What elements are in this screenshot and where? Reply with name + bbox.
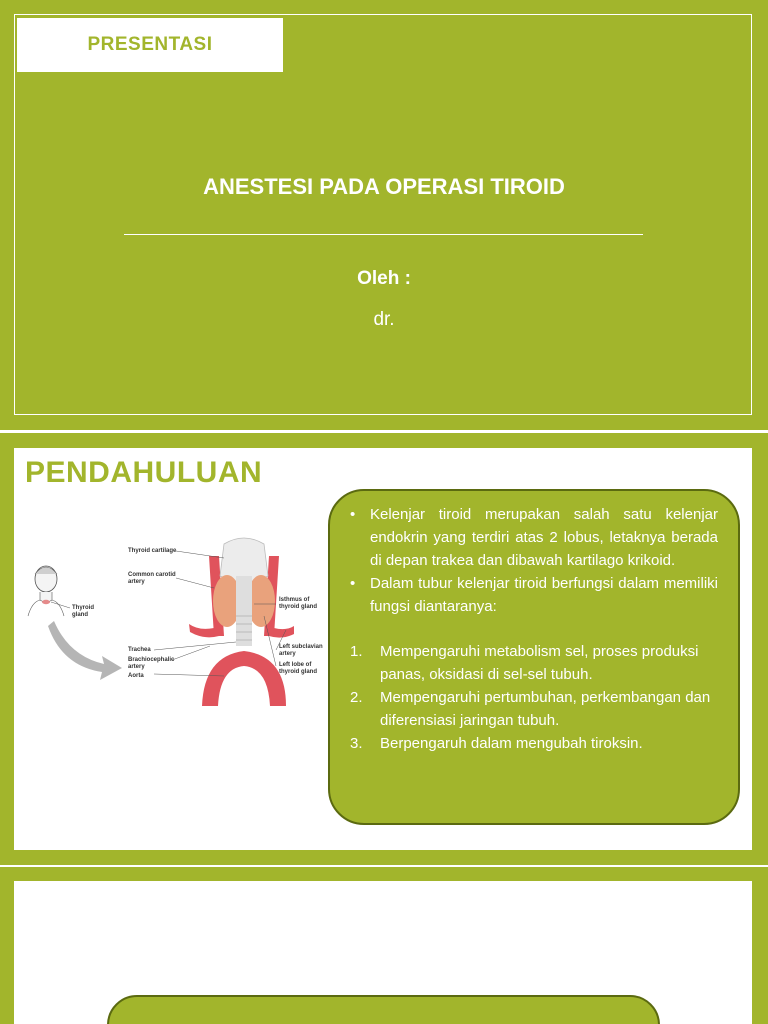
list-item: • Kelenjar tiroid merupakan salah satu kelenjar endokrin yang terdiri atas 2 lobus, letaknya berada di depan trakea dan dibawah kartilago krikoid. [350, 503, 718, 572]
label-isthmus: Isthmus of [279, 597, 310, 603]
slide-heading: PENDAHULUAN [25, 456, 263, 489]
slide-panel [14, 448, 752, 850]
slide-frame [14, 14, 752, 415]
list-item: • Dalam tubur kelenjar tiroid berfungsi dalam memiliki fungsi diantaranya: [350, 572, 718, 618]
label-left-lobe-2: thyroid gland [279, 669, 317, 675]
label-left-subclavian: Left subclavian [279, 644, 323, 650]
arrow-icon [48, 621, 122, 680]
label-left-lobe: Left lobe of [279, 662, 312, 668]
content-box [328, 489, 740, 825]
label-left-subclavian-2: artery [279, 651, 296, 657]
label-aorta: Aorta [128, 673, 144, 679]
author-label: Oleh : [357, 268, 411, 289]
slide-title [0, 0, 768, 430]
label-brachiocephalic-2: artery [128, 664, 145, 670]
person-head-icon [28, 566, 64, 616]
bullet-icon: • [350, 575, 356, 592]
thyroid-illustration [189, 538, 294, 706]
label-common-carotid-2: artery [128, 579, 145, 585]
thyroid-anatomy-figure [24, 516, 324, 716]
label-common-carotid: Common carotid [128, 572, 176, 578]
list-item: 1. Mempengaruhi metabolism sel, proses produksi panas, oksidasi di sel-sel tubuh. [350, 643, 699, 683]
bullet-icon: • [350, 506, 356, 523]
list-item: 2. Mempengaruhi pertumbuhan, perkembangan dan diferensiasi jaringan tubuh. [350, 689, 711, 729]
label-trachea: Trachea [128, 647, 151, 653]
presentation-title: ANESTESI PADA OPERASI TIROID [203, 174, 565, 199]
content-box [107, 995, 660, 1024]
author-name: dr. [373, 309, 395, 330]
slide-next [0, 867, 768, 1024]
slide-panel [14, 881, 752, 1024]
title-divider [124, 234, 643, 235]
slide-introduction [0, 433, 768, 865]
presentation-tag [17, 18, 283, 72]
label-brachiocephalic: Brachiocephalic [128, 657, 175, 663]
label-thyroid-cartilage: Thyroid cartilage [128, 548, 177, 554]
label-thyroid-gland-2: gland [72, 612, 88, 618]
label-thyroid-gland: Thyroid [72, 605, 94, 611]
presentation-tag-label: PRESENTASI [87, 34, 213, 55]
list-item: 3. Berpengaruh dalam mengubah tiroksin. [350, 735, 643, 752]
label-isthmus-2: thyroid gland [279, 604, 317, 610]
